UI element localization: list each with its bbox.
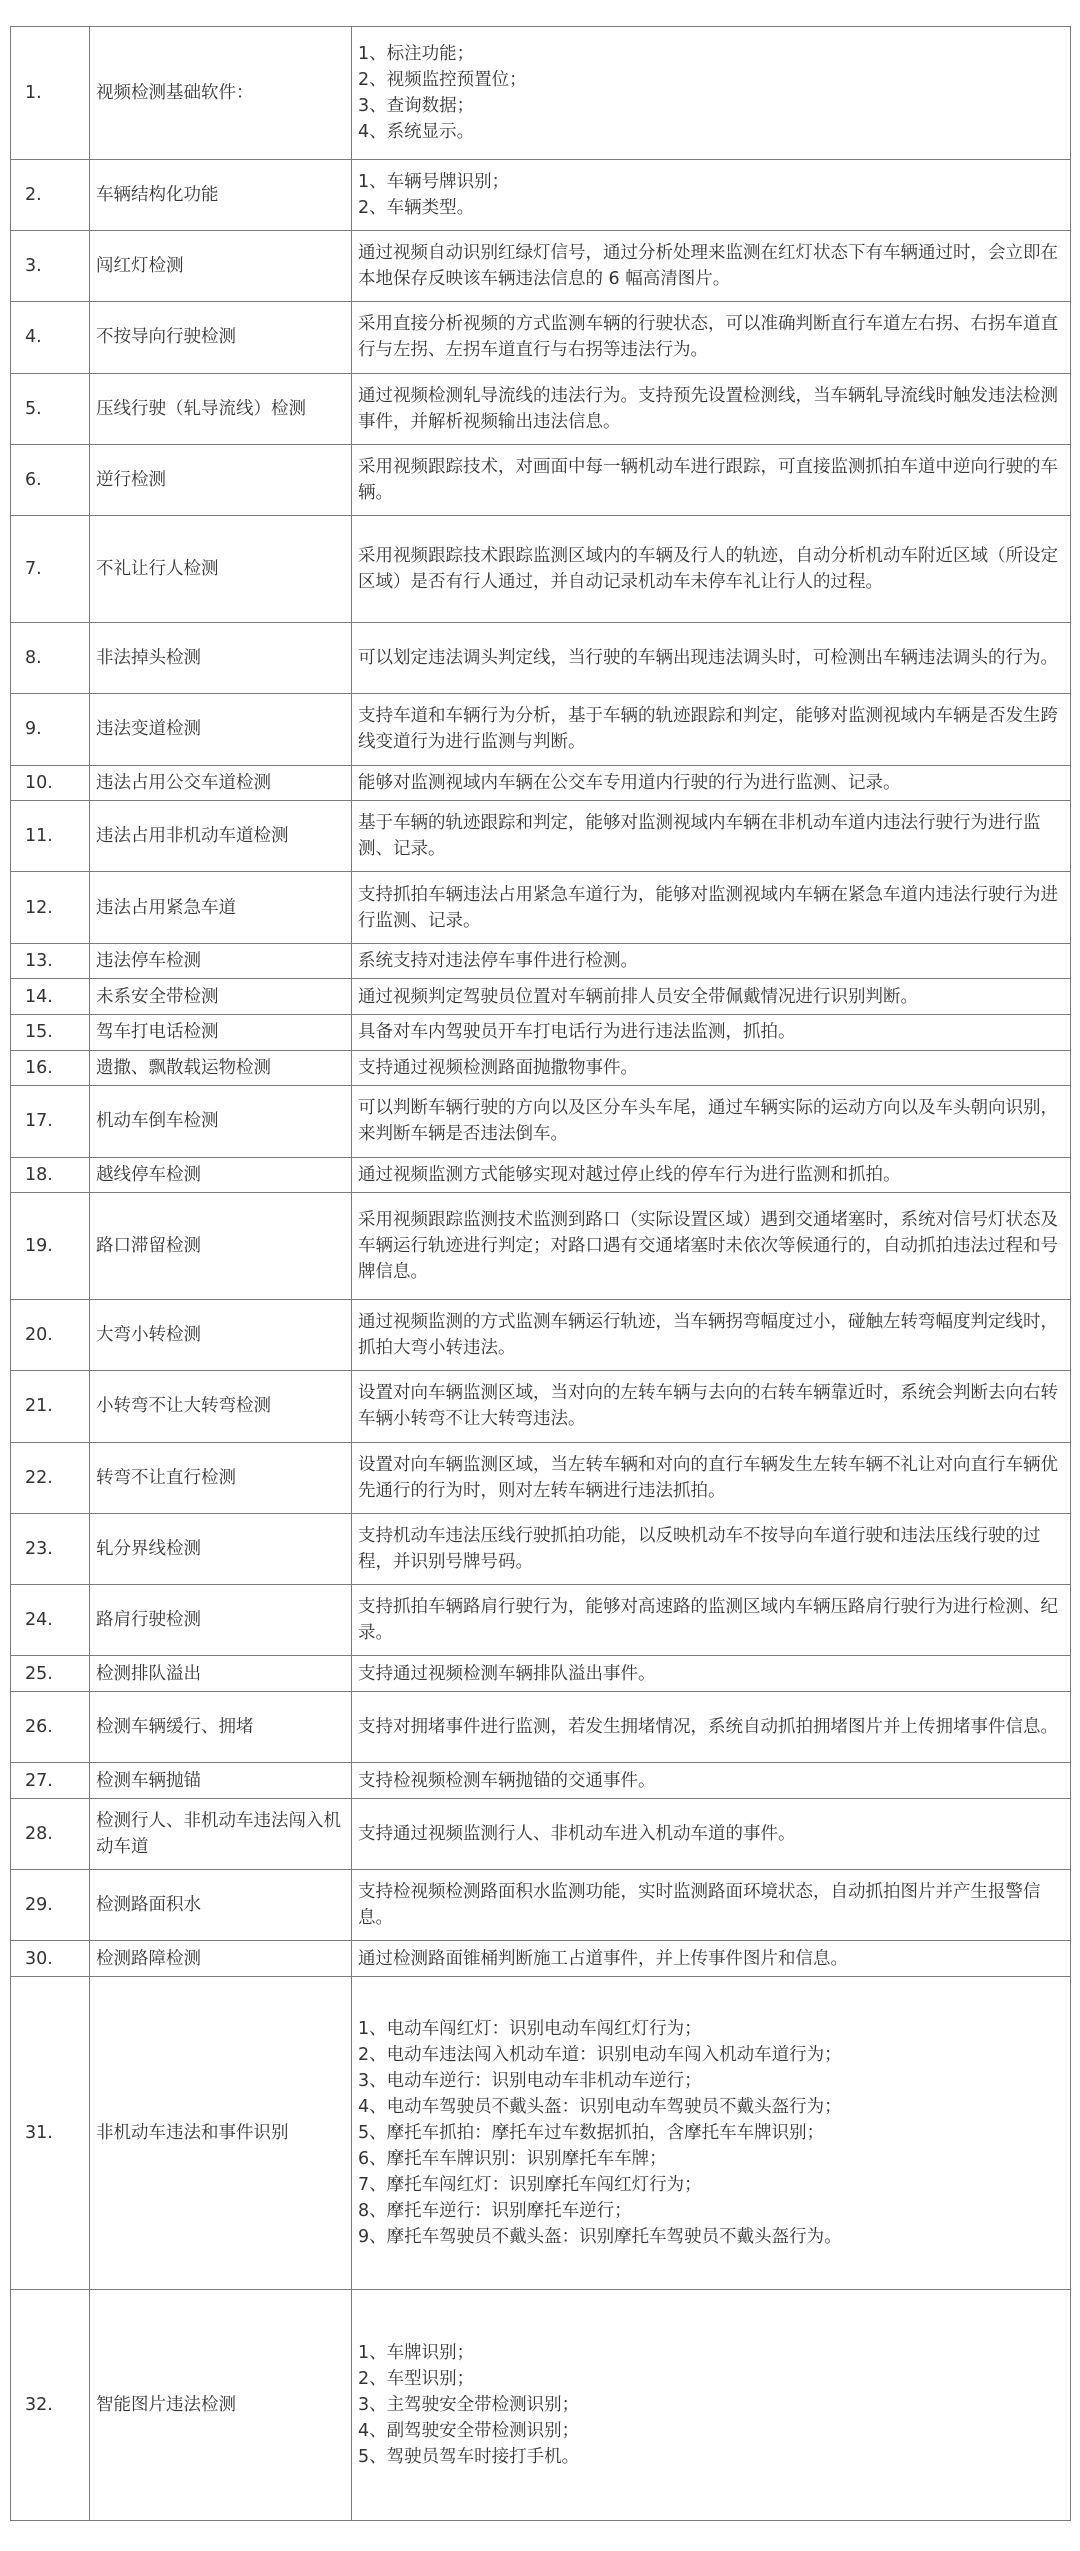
feature-description [352,1513,1071,1584]
description-line: 支持通过视频监测行人、非机动车进入机动车道的事件。 [358,1824,796,1845]
table-row [11,1977,1071,2290]
feature-description [352,943,1071,979]
row-number: 1. [11,27,90,160]
row-number: 23. [11,1513,90,1584]
feature-name: 压线行驶（轧导流线）检测 [90,373,352,444]
feature-name: 检测车辆缓行、拥堵 [90,1692,352,1763]
row-number: 24. [11,1585,90,1656]
feature-description [352,1371,1071,1442]
feature-name: 车辆结构化功能 [90,159,352,230]
table-row [11,1157,1071,1193]
row-number: 6. [11,444,90,515]
description-line: 2、车辆类型。 [358,197,475,218]
description-line: 通过视频监测的方式监测车辆运行轨迹，当车辆拐弯幅度过小，碰触左转弯幅度判定线时，抓拍大弯小转违法。 [358,1312,1058,1359]
feature-name: 检测路障检测 [90,1941,352,1977]
row-number: 9. [11,694,90,765]
feature-description [352,1157,1071,1193]
table-row [11,1442,1071,1513]
feature-name: 逆行检测 [90,444,352,515]
feature-description [352,1941,1071,1977]
feature-name: 检测车辆抛锚 [90,1763,352,1799]
description-line: 4、系统显示。 [358,121,475,142]
description-line: 采用直接分析视频的方式监测车辆的行驶状态，可以准确判断直行车道左右拐、右拐车道直行与左拐、左拐车道直行与右拐等违法行为。 [358,314,1058,361]
feature-name: 转弯不让直行检测 [90,1442,352,1513]
table-row [11,943,1071,979]
feature-description [352,1442,1071,1513]
row-number: 4. [11,302,90,373]
feature-name: 小转弯不让大转弯检测 [90,1371,352,1442]
description-line: 3、电动车逆行：识别电动车非机动车逆行； [358,2070,702,2091]
row-number: 22. [11,1442,90,1513]
feature-name: 路口滞留检测 [90,1193,352,1300]
feature-name: 智能图片违法检测 [90,2289,352,2521]
description-line: 2、车型识别； [358,2369,475,2390]
row-number: 30. [11,1941,90,1977]
table-row [11,1585,1071,1656]
description-line: 基于车辆的轨迹跟踪和判定，能够对监测视域内车辆在非机动车道内违法行驶行为进行监测、记录。 [358,813,1041,860]
description-line: 通过检测路面锥桶判断施工占道事件，并上传事件图片和信息。 [358,1948,848,1969]
feature-description [352,27,1071,160]
feature-name: 违法占用公交车道检测 [90,765,352,801]
feature-name: 越线停车检测 [90,1157,352,1193]
feature-description [352,2289,1071,2521]
table-row [11,1371,1071,1442]
feature-description [352,1193,1071,1300]
table-row [11,623,1071,694]
table-row [11,765,1071,801]
feature-name: 遗撒、飘散载运物检测 [90,1050,352,1086]
table-row [11,2289,1071,2521]
description-line: 1、标注功能； [358,43,475,64]
feature-description [352,979,1071,1015]
feature-name: 违法占用非机动车道检测 [90,801,352,872]
description-line: 支持车道和车辆行为分析，基于车辆的轨迹跟踪和判定，能够对监测视域内车辆是否发生跨线变道行为进行监测与判断。 [358,706,1058,753]
table-row [11,979,1071,1015]
row-number: 14. [11,979,90,1015]
feature-description [352,516,1071,623]
feature-description [352,1585,1071,1656]
description-line: 通过视频自动识别红绿灯信号，通过分析处理来监测在红灯状态下有车辆通过时，会立即在本地保存反映该车辆违法信息的 6 幅高清图片。 [358,243,1058,290]
feature-name: 违法变道检测 [90,694,352,765]
feature-name: 未系安全带检测 [90,979,352,1015]
description-line: 4、电动车驾驶员不戴头盔：识别电动车驾驶员不戴头盔行为； [358,2096,842,2117]
feature-name: 驾车打电话检测 [90,1015,352,1051]
table-row [11,872,1071,943]
description-line: 3、查询数据； [358,95,475,116]
feature-name: 非机动车违法和事件识别 [90,1977,352,2290]
description-line: 3、主驾驶安全带检测识别； [358,2395,580,2416]
table-row [11,1086,1071,1157]
row-number: 31. [11,1977,90,2290]
feature-description [352,159,1071,230]
table-body [11,27,1071,2521]
feature-description [352,1692,1071,1763]
row-number: 21. [11,1371,90,1442]
feature-description [352,1015,1071,1051]
row-number: 27. [11,1763,90,1799]
description-line: 系统支持对违法停车事件进行检测。 [358,951,638,972]
feature-description [352,373,1071,444]
feature-description [352,872,1071,943]
table-row [11,302,1071,373]
row-number: 12. [11,872,90,943]
row-number: 18. [11,1157,90,1193]
row-number: 8. [11,623,90,694]
description-line: 支持通过视频检测车辆排队溢出事件。 [358,1663,656,1684]
feature-description [352,623,1071,694]
row-number: 32. [11,2289,90,2521]
feature-name: 闯红灯检测 [90,231,352,302]
table-row [11,1870,1071,1941]
description-line: 通过视频检测轧导流线的违法行为。支持预先设置检测线，当车辆轧导流线时触发违法检测事件，并解析视频输出违法信息。 [358,385,1058,432]
table-row [11,1193,1071,1300]
feature-description [352,1798,1071,1869]
row-number: 10. [11,765,90,801]
description-line: 采用视频跟踪监测技术监测到路口（实际设置区域）遇到交通堵塞时，系统对信号灯状态及车辆运行轨迹进行判定；对路口遇有交通堵塞时未依次等候通行的，自动抓拍违法过程和号牌信息。 [358,1210,1058,1283]
feature-name: 大弯小转检测 [90,1300,352,1371]
row-number: 26. [11,1692,90,1763]
description-line: 具备对车内驾驶员开车打电话行为进行违法监测，抓拍。 [358,1022,796,1043]
row-number: 25. [11,1656,90,1692]
feature-description [352,1870,1071,1941]
table-row [11,1050,1071,1086]
row-number: 7. [11,516,90,623]
description-line: 1、电动车闯红灯：识别电动车闯红灯行为； [358,2018,702,2039]
feature-name: 路肩行驶检测 [90,1585,352,1656]
table-row [11,1300,1071,1371]
feature-name: 检测路面积水 [90,1870,352,1941]
table-row [11,1763,1071,1799]
description-line: 采用视频跟踪技术跟踪监测区域内的车辆及行人的轨迹，自动分析机动车附近区域（所设定区域）是否有行人通过，并自动记录机动车未停车礼让行人的过程。 [358,546,1058,593]
description-line: 2、电动车违法闯入机动车道：识别电动车闯入机动车道行为； [358,2044,842,2065]
description-line: 9、摩托车驾驶员不戴头盔：识别摩托车驾驶员不戴头盔行为。 [358,2226,842,2247]
description-line: 支持检视频检测路面积水监测功能，实时监测路面环境状态，自动抓拍图片并产生报警信息。 [358,1882,1041,1929]
description-line: 采用视频跟踪技术，对画面中每一辆机动车进行跟踪，可直接监测抓拍车道中逆向行驶的车辆。 [358,457,1058,504]
description-line: 2、视频监控预置位； [358,69,527,90]
description-line: 设置对向车辆监测区域，当左转车辆和对向的直行车辆发生左转车辆不礼让对向直行车辆优先通行的行为时，则对左转车辆进行违法抓拍。 [358,1454,1058,1501]
feature-description [352,1977,1071,2290]
description-line: 8、摩托车逆行：识别摩托车逆行； [358,2200,632,2221]
feature-name: 非法掉头检测 [90,623,352,694]
feature-description [352,1763,1071,1799]
description-line: 5、驾驶员驾车时接打手机。 [358,2447,580,2468]
row-number: 29. [11,1870,90,1941]
feature-description [352,801,1071,872]
row-number: 19. [11,1193,90,1300]
feature-name: 不礼让行人检测 [90,516,352,623]
feature-name: 视频检测基础软件： [90,27,352,160]
row-number: 5. [11,373,90,444]
description-line: 可以划定违法调头判定线，当行驶的车辆出现违法调头时，可检测出车辆违法调头的行为。 [358,648,1058,669]
description-line: 1、车牌识别； [358,2343,475,2364]
row-number: 17. [11,1086,90,1157]
feature-description [352,765,1071,801]
table-row [11,516,1071,623]
description-line: 设置对向车辆监测区域，当对向的左转车辆与去向的右转车辆靠近时，系统会判断去向右转车辆小转弯不让大转弯违法。 [358,1383,1058,1430]
feature-name: 轧分界线检测 [90,1513,352,1584]
feature-description [352,231,1071,302]
row-number: 20. [11,1300,90,1371]
feature-name: 不按导向行驶检测 [90,302,352,373]
description-line: 通过视频判定驾驶员位置对车辆前排人员安全带佩戴情况进行识别判断。 [358,986,918,1007]
feature-description [352,694,1071,765]
feature-description [352,1300,1071,1371]
table-row [11,231,1071,302]
feature-name: 违法占用紧急车道 [90,872,352,943]
table-row [11,1015,1071,1051]
table-row [11,27,1071,160]
description-line: 支持抓拍车辆路肩行驶行为，能够对高速路的监测区域内车辆压路肩行驶行为进行检测、纪录。 [358,1597,1058,1644]
feature-description [352,302,1071,373]
description-line: 通过视频监测方式能够实现对越过停止线的停车行为进行监测和抓拍。 [358,1164,901,1185]
table-row [11,801,1071,872]
table-row [11,1656,1071,1692]
row-number: 2. [11,159,90,230]
description-line: 支持通过视频检测路面抛撒物事件。 [358,1057,638,1078]
feature-table [10,26,1071,2521]
feature-description [352,1656,1071,1692]
table-row [11,1692,1071,1763]
feature-name: 检测排队溢出 [90,1656,352,1692]
table-row [11,1941,1071,1977]
description-line: 能够对监测视域内车辆在公交车专用道内行驶的行为进行监测、记录。 [358,772,901,793]
description-line: 4、副驾驶安全带检测识别； [358,2421,580,2442]
description-line: 7、摩托车闯红灯：识别摩托车闯红灯行为； [358,2174,702,2195]
row-number: 28. [11,1798,90,1869]
feature-description [352,1050,1071,1086]
table-row [11,159,1071,230]
feature-name: 违法停车检测 [90,943,352,979]
description-line: 支持抓拍车辆违法占用紧急车道行为，能够对监测视域内车辆在紧急车道内违法行驶行为进行监测、记录。 [358,884,1058,931]
row-number: 16. [11,1050,90,1086]
table-row [11,1513,1071,1584]
row-number: 15. [11,1015,90,1051]
table-row [11,373,1071,444]
row-number: 13. [11,943,90,979]
description-line: 6、摩托车车牌识别：识别摩托车车牌； [358,2148,667,2169]
row-number: 3. [11,231,90,302]
feature-description [352,1086,1071,1157]
description-line: 支持机动车违法压线行驶抓拍功能，以反映机动车不按导向车道行驶和违法压线行驶的过程，并识别号牌号码。 [358,1525,1041,1572]
description-line: 支持检视频检测车辆抛锚的交通事件。 [358,1770,656,1791]
row-number: 11. [11,801,90,872]
table-row [11,694,1071,765]
table-row [11,444,1071,515]
feature-description [352,444,1071,515]
feature-name: 检测行人、非机动车违法闯入机动车道 [90,1798,352,1869]
description-line: 支持对拥堵事件进行监测，若发生拥堵情况，系统自动抓拍拥堵图片并上传拥堵事件信息。 [358,1717,1058,1738]
description-line: 可以判断车辆行驶的方向以及区分车头车尾，通过车辆实际的运动方向以及车头朝向识别，来判断车辆是否违法倒车。 [358,1098,1058,1145]
table-row [11,1798,1071,1869]
feature-name: 机动车倒车检测 [90,1086,352,1157]
description-line: 5、摩托车抓拍：摩托车过车数据抓拍，含摩托车车牌识别； [358,2122,825,2143]
description-line: 1、车辆号牌识别； [358,171,510,192]
